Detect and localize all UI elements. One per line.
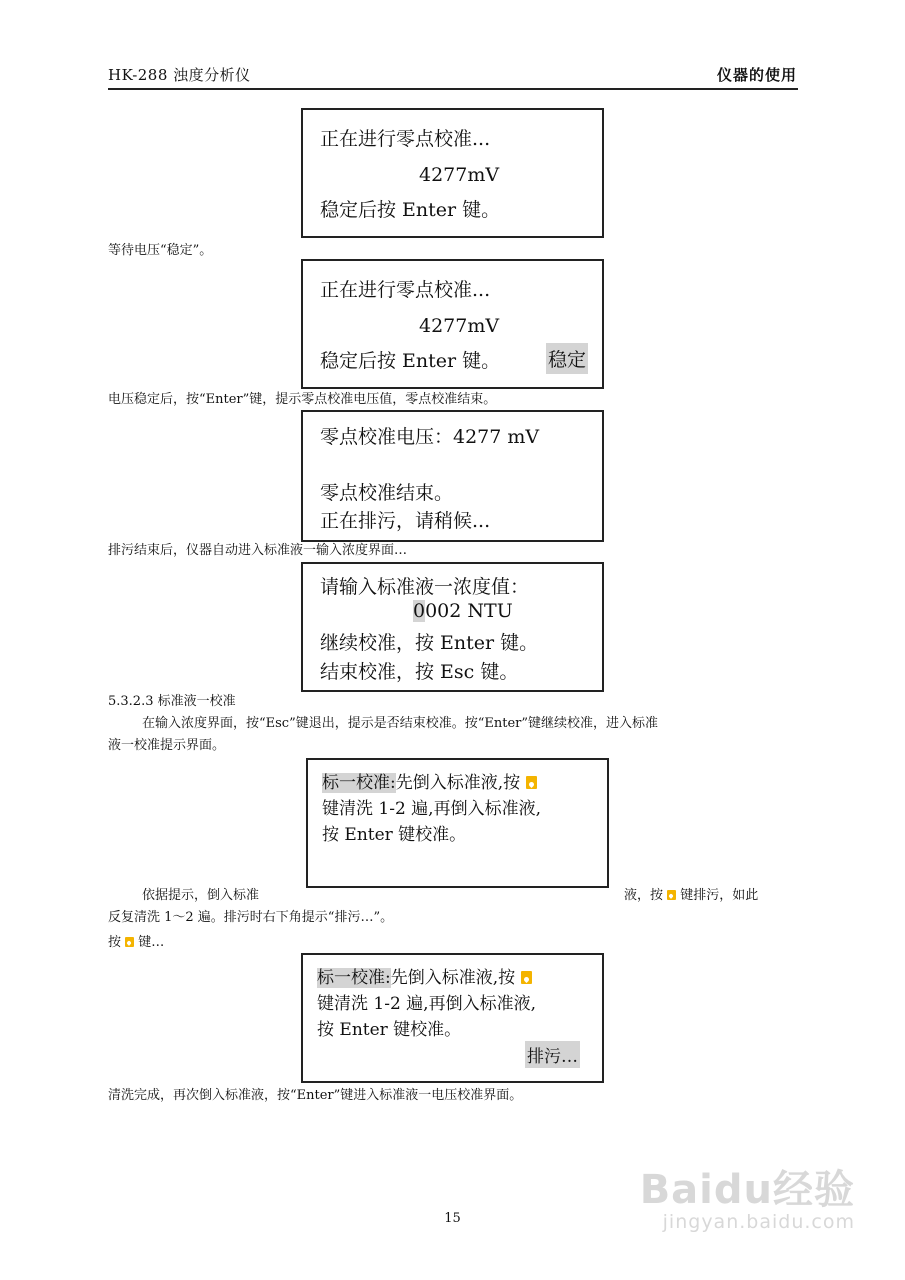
lcd-line: 稳定后按 Enter 键。 [320,350,501,372]
lcd-status-stable: 稳定 [546,343,588,374]
drain-key-icon [526,776,537,789]
lcd-line: 正在排污，请稍候... [320,510,491,532]
text-fragment: 按 [108,935,122,950]
cursor-digit: 0 [413,600,426,622]
lcd-line: 键清洗 1-2 遍,再倒入标准液, [317,994,536,1014]
lcd-line [317,963,532,988]
lcd-line: 零点校准电压：4277 mV [320,426,540,448]
lcd-line: 继续校准，按 Enter 键。 [320,632,539,654]
text-fragment: 键排污，如此 [680,888,759,903]
drain-key-icon [521,971,532,984]
lcd-line: 按 Enter 键校准。 [322,825,467,845]
lcd-line: 请输入标准液一浓度值： [320,576,530,598]
concentration-rest: 002 NTU [425,600,513,622]
lcd-line: 正在进行零点校准... [320,279,491,301]
lcd-mode-label: 标一校准: [317,968,391,988]
paragraph: 在输入浓度界面，按“Esc”键退出，提示是否结束校准。按“Enter”键继续校准，进入标准 [142,716,659,731]
text-fragment: 键… [138,935,165,950]
paragraph [108,932,164,954]
paragraph: 依据提示，倒入标准 [142,888,260,903]
lcd-voltage: 4277mV [419,315,500,337]
lcd-text: 先倒入标准液,按 [390,968,516,988]
lcd-status-draining: 排污… [525,1041,580,1068]
paragraph: 清洗完成，再次倒入标准液，按“Enter”键进入标准液一电压校准界面。 [108,1088,523,1103]
header-title: HK-288 浊度分析仪 [108,66,251,84]
watermark-logo: Baidu经验 [639,1167,855,1213]
lcd-line: 键清洗 1-2 遍,再倒入标准液, [322,799,541,819]
lcd-line: 零点校准结束。 [320,482,454,504]
section-heading: 5.3.2.3 标准液一校准 [108,694,236,709]
lcd-mode-label: 标一校准: [322,773,396,793]
lcd-voltage: 4277mV [419,164,500,186]
lcd-line: 正在进行零点校准... [320,128,491,150]
header-section: 仪器的使用 [716,66,797,84]
drain-key-icon [667,890,676,900]
lcd-line: 结束校准，按 Esc 键。 [320,661,519,683]
baidu-watermark [640,1158,855,1233]
lcd-screen-std1-draining [301,953,604,1083]
lcd-screen-zero-calibrating [301,108,604,238]
paragraph: 排污结束后，仪器自动进入标准液一输入浓度界面… [108,543,408,558]
lcd-line: 按 Enter 键校准。 [317,1020,462,1040]
lcd-screen-zero-done [301,410,604,542]
drain-key-icon [125,937,134,947]
lcd-screen-zero-stable [301,259,604,389]
lcd-screen-concentration-input [301,562,604,692]
paragraph: 反复清洗 1～2 遍。排污时右下角提示“排污…”。 [108,910,394,925]
paragraph: 等待电压“稳定”。 [108,243,213,258]
paragraph-continued [624,885,758,907]
watermark-url: jingyan.baidu.com [662,1211,855,1233]
lcd-text: 先倒入标准液,按 [395,773,521,793]
text-fragment: 液，按 [624,888,664,903]
lcd-line: 稳定后按 Enter 键。 [320,199,501,221]
lcd-concentration-value [413,600,513,622]
page-number: 15 [444,1211,461,1226]
lcd-screen-std1-prompt [306,758,609,888]
lcd-line [322,768,537,793]
header-divider [108,88,798,90]
paragraph: 液一校准提示界面。 [108,738,226,753]
paragraph: 电压稳定后，按“Enter”键，提示零点校准电压值，零点校准结束。 [108,392,497,407]
